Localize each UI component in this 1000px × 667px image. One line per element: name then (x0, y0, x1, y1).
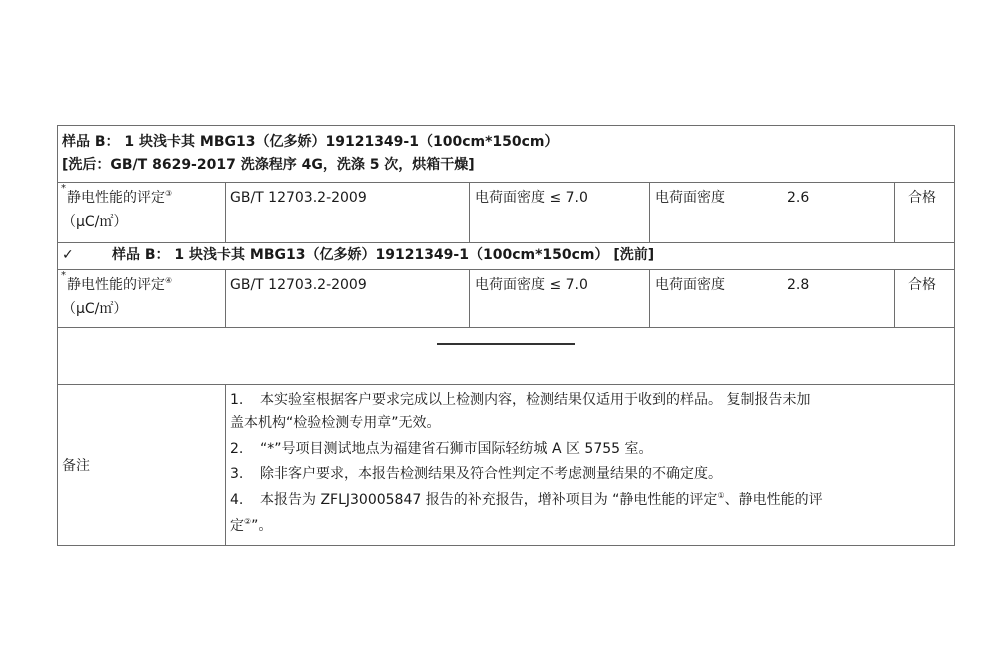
note-number: 2. (230, 441, 244, 457)
row-divider (57, 182, 955, 183)
table-border-bottom (57, 545, 955, 546)
note-number: 4. (230, 492, 244, 508)
col-divider (894, 182, 895, 242)
requirement: 电荷面密度 ≤ 7.0 (475, 277, 588, 293)
sample-header: 样品 B： 1 块浅卡其 MBG13（亿多娇）19121349-1（100cm*150cm） (62, 134, 559, 150)
result-label: 电荷面密度 (655, 277, 725, 293)
note-number: 1. (230, 392, 244, 408)
col-divider (225, 384, 226, 545)
col-divider (469, 269, 470, 327)
row-divider (57, 327, 955, 328)
asterisk-mark: * (61, 270, 66, 281)
row-divider (57, 384, 955, 385)
col-divider (469, 182, 470, 242)
table-border-top (57, 125, 955, 126)
note-text: 定②”。 (230, 517, 273, 534)
col-divider (225, 269, 226, 327)
end-of-results-line (437, 343, 575, 345)
report-table (57, 125, 955, 546)
row-divider (57, 269, 955, 270)
note-text: “*”号项目测试地点为福建省石狮市国际轻纺城 A 区 5755 室。 (260, 441, 653, 457)
test-standard: GB/T 12703.2-2009 (230, 190, 367, 206)
note-text: 本报告为 ZFLJ30005847 报告的补充报告，增补项目为 “静电性能的评定①、静电性能的评 (260, 491, 823, 508)
asterisk-mark: * (61, 183, 66, 194)
requirement: 电荷面密度 ≤ 7.0 (475, 190, 588, 206)
test-item: 静电性能的评定④ (67, 276, 173, 293)
result-value: 2.6 (787, 190, 810, 206)
result-value: 2.8 (787, 277, 810, 293)
conclusion: 合格 (908, 277, 936, 293)
conclusion: 合格 (908, 190, 936, 206)
table-border-right (954, 125, 955, 546)
result-label: 电荷面密度 (655, 190, 725, 206)
test-unit: （μC/㎡） (62, 301, 128, 317)
col-divider (894, 269, 895, 327)
wash-condition: [洗后：GB/T 8629-2017 洗涤程序 4G，洗涤 5 次，烘箱干燥] (62, 157, 475, 173)
check-mark: ✓ (62, 247, 74, 263)
note-number: 3. (230, 466, 244, 482)
note-text: 本实验室根据客户要求完成以上检测内容，检测结果仅适用于收到的样品。 复制报告未加 (260, 392, 811, 408)
col-divider (225, 182, 226, 242)
table-border-left (57, 125, 58, 546)
col-divider (649, 182, 650, 242)
note-text: 盖本机构“检验检测专用章”无效。 (230, 415, 441, 431)
row-divider (57, 242, 955, 243)
note-text: 除非客户要求，本报告检测结果及符合性判定不考虑测量结果的不确定度。 (260, 466, 722, 482)
sample-header: 样品 B： 1 块浅卡其 MBG13（亿多娇）19121349-1（100cm*150cm） [洗前] (112, 247, 655, 263)
test-unit: （μC/㎡） (62, 214, 128, 230)
test-standard: GB/T 12703.2-2009 (230, 277, 367, 293)
col-divider (649, 269, 650, 327)
remarks-label: 备注 (62, 458, 90, 474)
test-item: 静电性能的评定③ (67, 189, 173, 206)
